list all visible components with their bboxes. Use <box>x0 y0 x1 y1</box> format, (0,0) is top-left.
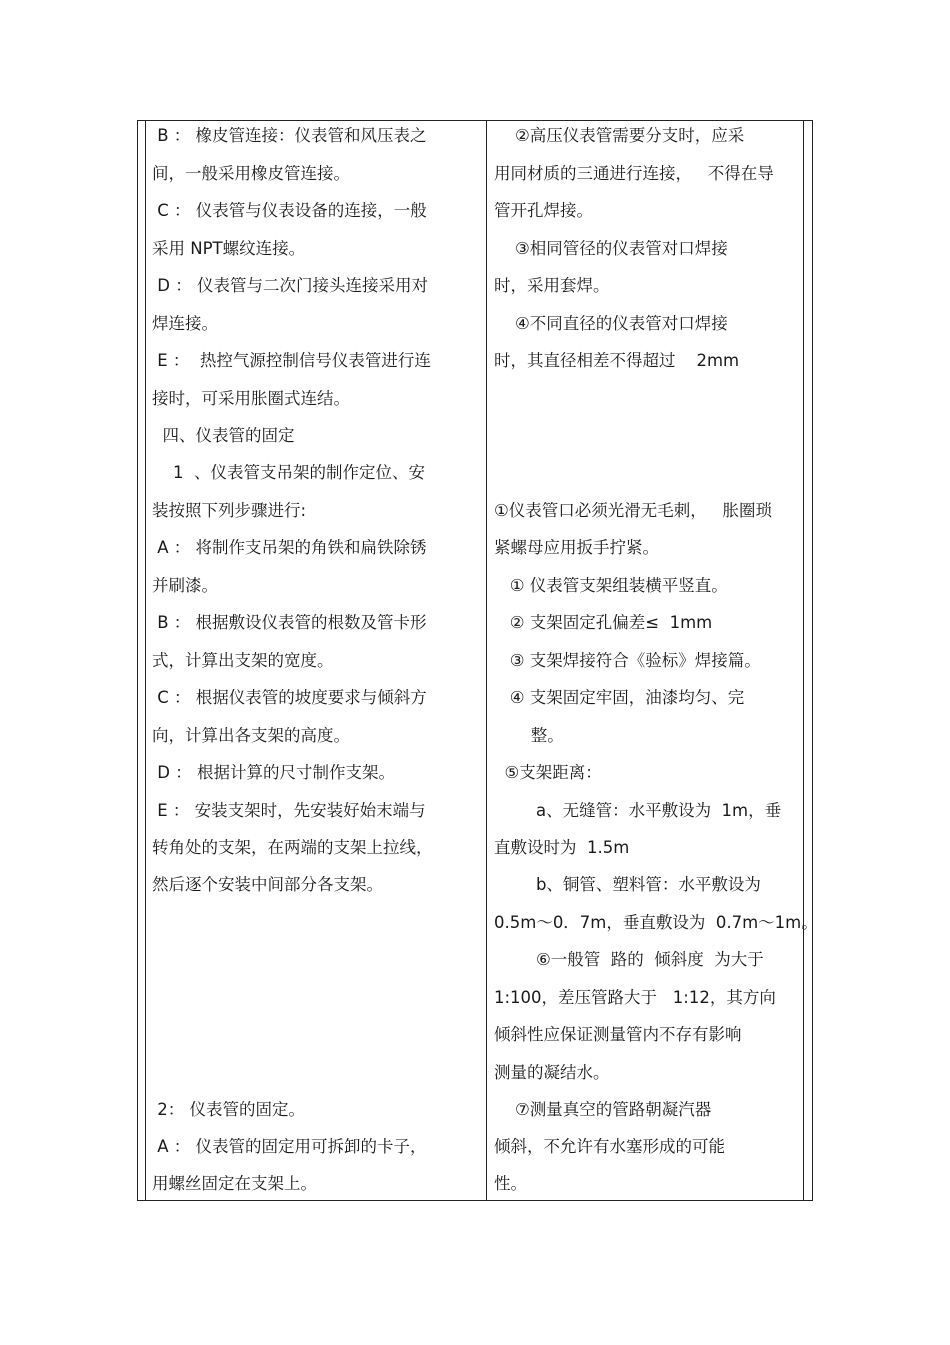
right-border-line <box>803 121 804 1200</box>
text-line: E ： 热控气源控制信号仪表管进行连 <box>152 351 431 370</box>
text-line: 式，计算出支架的宽度。 <box>152 651 334 670</box>
text-line: 倾斜，不允许有水塞形成的可能 <box>494 1137 725 1156</box>
text-line: 焊连接。 <box>152 314 218 333</box>
text-line: a、无缝管：水平敷设为 1m，垂 <box>494 801 782 820</box>
text-line: A ： 仪表管的固定用可拆卸的卡子， <box>152 1137 427 1156</box>
text-line: ⑥一般管 路的 倾斜度 为大于 <box>494 950 764 969</box>
text-line: 转角处的支架，在两端的支架上拉线， <box>152 838 433 857</box>
text-line: ② 支架固定孔偏差≤ 1mm <box>494 613 713 632</box>
text-line: 性。 <box>494 1174 527 1193</box>
text-line: 四、仪表管的固定 <box>152 426 295 445</box>
text-line: ①仪表管口必须光滑无毛刺， 胀圈琐 <box>494 501 773 520</box>
text-line: 1:100，差压管路大于 1:12，其方向 <box>494 988 776 1007</box>
text-line: 紧螺母应用扳手拧紧。 <box>494 538 659 557</box>
text-line: 时，其直径相差不得超过 2mm <box>494 351 740 370</box>
text-line: ④ 支架固定牢固，油漆均匀、完 <box>494 688 745 707</box>
text-line: 向，计算出各支架的高度。 <box>152 726 350 745</box>
text-line: D ： 根据计算的尺寸制作支架。 <box>152 763 395 782</box>
column-divider <box>486 121 487 1200</box>
text-line: ②高压仪表管需要分支时，应采 <box>494 126 745 145</box>
text-line: 0.5m～0．7m，垂直敷设为 0.7m～1m。 <box>494 913 818 932</box>
text-line: B ： 橡皮管连接：仪表管和风压表之 <box>152 126 427 145</box>
text-line: 倾斜性应保证测量管内不存有影响 <box>494 1025 742 1044</box>
text-line: ③相同管径的仪表管对口焊接 <box>494 239 728 258</box>
text-line: 接时，可采用胀圈式连结。 <box>152 389 350 408</box>
text-line: ① 仪表管支架组装横平竖直。 <box>494 576 728 595</box>
text-line: 间，一般采用橡皮管连接。 <box>152 164 350 183</box>
text-line: C ： 仪表管与仪表设备的连接，一般 <box>152 201 427 220</box>
text-line: 并刷漆。 <box>152 576 218 595</box>
text-line: 管开孔焊接。 <box>494 201 593 220</box>
left-border-line <box>145 121 146 1200</box>
text-line: 1 、仪表管支吊架的制作定位、安 <box>152 463 425 482</box>
text-line: A ： 将制作支吊架的角铁和扁铁除锈 <box>152 538 427 557</box>
text-line: b、铜管、塑料管：水平敷设为 <box>494 875 761 894</box>
text-line: 直敷设时为 1.5m <box>494 838 630 857</box>
text-line: E ： 安装支架时，先安装好始末端与 <box>152 801 426 820</box>
text-line: 用螺丝固定在支架上。 <box>152 1174 317 1193</box>
text-line: 然后逐个安装中间部分各支架。 <box>152 875 383 894</box>
text-line: ④不同直径的仪表管对口焊接 <box>494 314 728 333</box>
text-line: C ： 根据仪表管的坡度要求与倾斜方 <box>152 688 427 707</box>
text-line: 整。 <box>494 726 564 745</box>
text-line: 用同材质的三通进行连接， 不得在导 <box>494 164 774 183</box>
text-line: ③ 支架焊接符合《验标》焊接篇。 <box>494 651 761 670</box>
text-line: ⑦测量真空的管路朝凝汽器 <box>494 1100 712 1119</box>
text-line: 2： 仪表管的固定。 <box>152 1100 305 1119</box>
text-line: D ： 仪表管与二次门接头连接采用对 <box>152 276 428 295</box>
text-line: 测量的凝结水。 <box>494 1063 610 1082</box>
text-line: 时，采用套焊。 <box>494 276 610 295</box>
text-line: B ： 根据敷设仪表管的根数及管卡形 <box>152 613 427 632</box>
text-line: ⑤支架距离： <box>494 763 602 782</box>
text-line: 装按照下列步骤进行: <box>152 501 307 520</box>
text-line: 采用 NPT螺纹连接。 <box>152 239 306 258</box>
